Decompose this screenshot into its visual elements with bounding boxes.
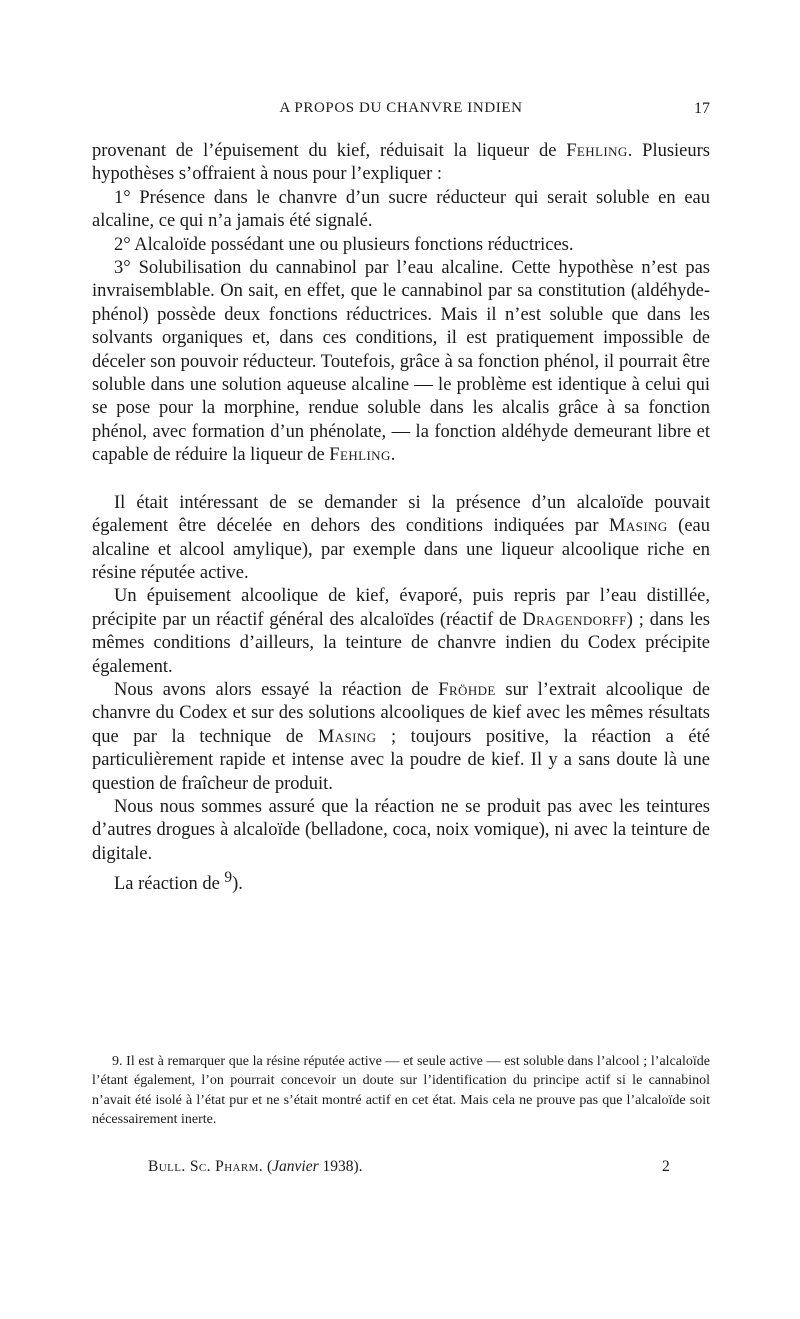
running-foot: [92, 1158, 710, 1182]
text-run: ).: [232, 874, 243, 895]
text-run: Il était intéressant de se demander si la présence d’un alcaloïde pouvait également être décelée en dehors des conditions indiquées par: [92, 492, 710, 537]
paragraph-hypothesis-1: 1° Présence dans le chanvre d’un sucre réducteur qui serait soluble en eau alcaline, ce qui n’a jamais été signalé.: [92, 187, 710, 232]
text-run: sur l’extrait alcoolique de chanvre du Codex et sur des solutions alcooliques de kief avec les mêmes résultats que par la technique de: [92, 679, 710, 747]
text-run: 3° Solubilisation du cannabinol par l’eau alcaline. Cette hypothèse n’est pas invraisemblable. On sait, en effet, que le cannabinol par sa constitution (aldéhyde-phénol) possède deux fonctions réductrices. Mais il n’est soluble que dans les solvants organiques et, dans ces conditions, il est pratiquement impossible de déceler son pouvoir réducteur. Toutefois, grâce à sa fonction phénol, il pourrait être soluble dans une solution aqueuse alcaline — le problème est identique à celui qui se pose pour la morphine, rendue soluble dans les alcalis grâce à sa fonction phénol, avec formation d’un phénolate, — la fonction aldéhyde demeurant libre et capable de réduire la liqueur de: [92, 258, 710, 466]
paragraph-6: [92, 585, 710, 679]
issue-month: Janvier: [272, 1158, 319, 1175]
text-run: (: [263, 1158, 273, 1175]
footnote: [92, 1052, 710, 1129]
author-name: Fröhde: [438, 679, 496, 700]
text-run: Nous avons alors essayé la réaction de: [114, 679, 439, 700]
text-run: Un épuisement alcoolique de kief, évaporé, puis repris par l’eau distillée, précipite par un réactif général des alcaloïdes (réactif de: [92, 586, 710, 630]
body-text: [92, 140, 710, 897]
journal-citation: [148, 1158, 363, 1176]
author-name: Fehling: [566, 141, 628, 161]
text-run: . Plusieurs hypothèses s’offraient à nous pour l’expliquer :: [92, 141, 710, 185]
text-run: La réaction de: [114, 874, 225, 895]
text-run: (eau alcaline et alcool amylique), par exemple dans une liqueur alcoolique riche en résine réputée active.: [92, 516, 710, 583]
paragraph-5: [92, 492, 710, 586]
text-run: provenant de l’épuisement du kief, réduisait la liqueur de: [92, 141, 567, 161]
paragraph-hypothesis-3: [92, 257, 710, 468]
paragraph-7: [92, 679, 710, 796]
footnote-reference: 9: [224, 869, 233, 887]
journal-name: Bull. Sc. Pharm.: [148, 1158, 264, 1175]
paragraph-1: [92, 140, 710, 187]
paragraph-9: [92, 866, 710, 897]
running-title: A PROPOS DU CHANVRE INDIEN: [279, 100, 523, 116]
footnote-9: 9. Il est à remarquer que la résine réputée active — et seule active — est soluble dans l’alcool ; l’alcaloïde l’étant également, l’on pourrait concevoir un doute sur l’identification du principe actif si le cannabinol n’avait été isolé à l’état pur et ne s’était montré actif en cet état. Mais cela ne prouve pas que l’alcaloïde soit nécessairement inerte.: [92, 1054, 710, 1127]
paragraph-hypothesis-2: 2° Alcaloïde possédant une ou plusieurs fonctions réductrices.: [114, 234, 574, 255]
running-head: [92, 100, 710, 124]
text-run: .: [390, 445, 396, 466]
text-run: 1938).: [318, 1158, 363, 1175]
author-name: Fehling: [329, 445, 391, 466]
author-name: Masing: [317, 726, 377, 747]
paragraph-8: Nous nous sommes assuré que la réaction ne se produit pas avec les teintures d’autres drogues à alcaloïde (belladone, coca, noix vomique), ni avec la teinture de digitale.: [92, 796, 710, 864]
author-name: Dragendorff: [522, 609, 627, 630]
text-run: ; toujours positive, la réaction a été particulièrement rapide et intense avec la poudre de kief. Il y a sans doute là une question de fraîcheur de produit.: [92, 726, 710, 794]
sheet-number: 2: [662, 1158, 670, 1175]
page-number: 17: [694, 100, 710, 117]
text-run: ) ; dans les mêmes conditions d’ailleurs, la teinture de chanvre indien du Codex précipite également.: [92, 609, 710, 677]
author-name: Masing: [609, 516, 668, 537]
